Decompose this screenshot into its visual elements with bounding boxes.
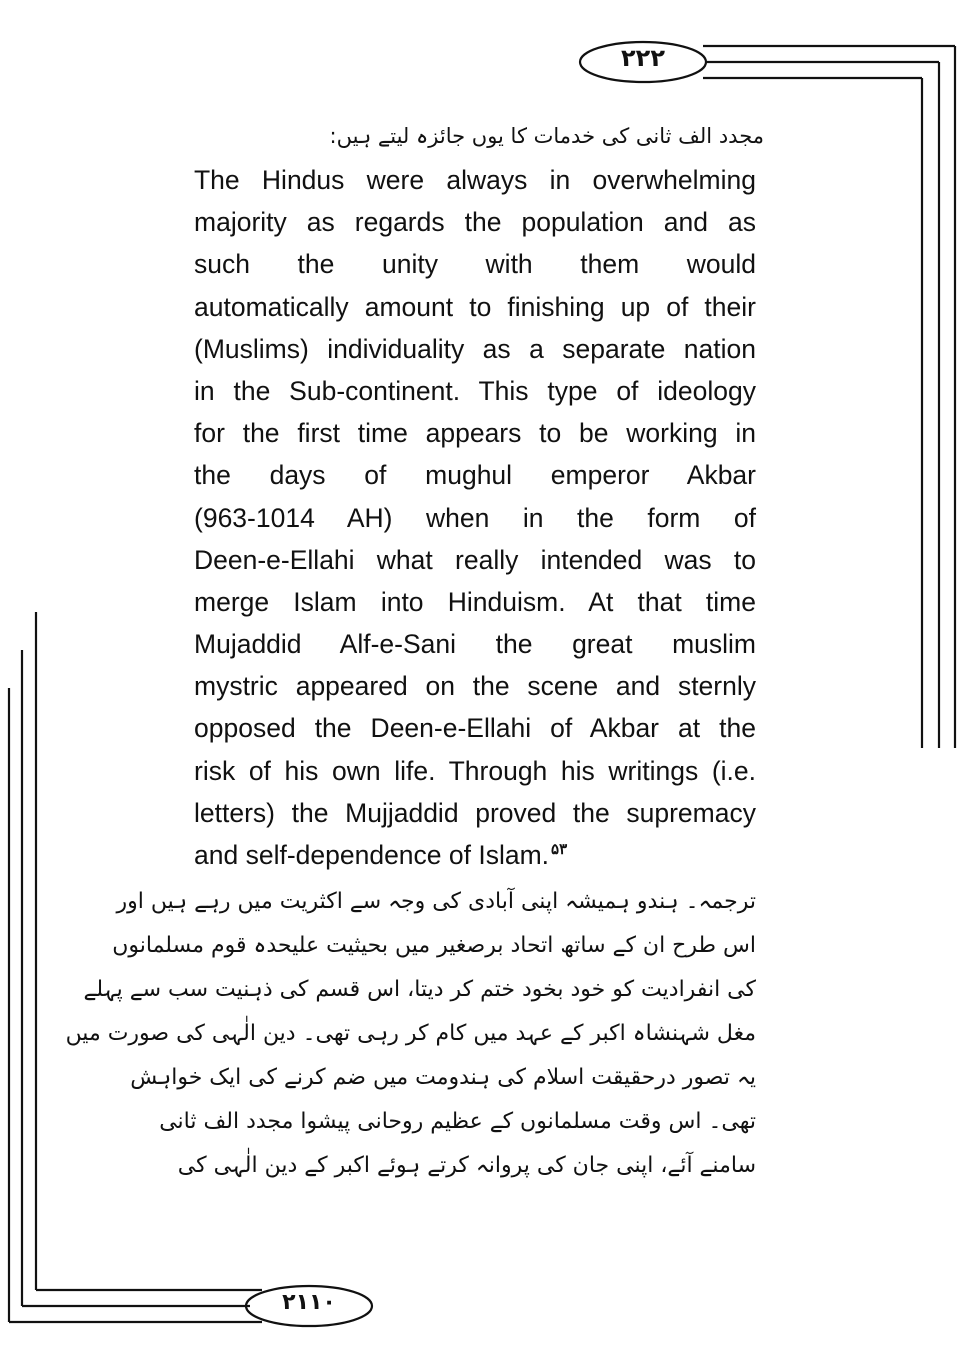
english-line: letters) the Mujjaddid proved the supremacy	[194, 797, 756, 828]
english-line: (Muslims) individuality as a separate nation	[194, 333, 756, 364]
english-line: such the unity with them would	[194, 249, 756, 280]
english-line: merge Islam into Hinduism. At that time	[194, 586, 756, 617]
urdu-translation	[65, 880, 756, 1188]
english-line: risk of his own life. Through his writings (i.e.	[194, 755, 756, 786]
footnote-reference: ۵۳	[551, 841, 568, 859]
english-line: The Hindus were always in overwhelming	[194, 165, 756, 195]
english-line: Mujaddid Alf-e-Sani the great muslim	[194, 629, 756, 660]
top-page-number: ۲۲۲	[621, 44, 665, 72]
english-line: opposed the Deen-e-Ellahi of Akbar at the	[194, 713, 756, 744]
english-line-last-text: and self-dependence of Islam.	[194, 840, 550, 870]
english-line: majority as regards the population and as	[194, 207, 756, 238]
english-line: Deen-e-Ellahi what really intended was to	[194, 544, 756, 575]
english-line: the days of mughul emperor Akbar	[194, 460, 756, 491]
english-line: mystric appeared on the scene and sternly	[194, 671, 756, 702]
urdu-translation-line: اس طرح ان کے ساتھ اتحاد برصغیر میں بحیثیت علیحدہ قوم مسلمانوں	[112, 933, 756, 958]
english-quote	[194, 159, 756, 876]
urdu-intro-line: مجدد الف ثانی کی خدمات کا یوں جائزہ لیتے ہیں:	[329, 124, 764, 148]
english-line-last	[194, 834, 756, 876]
english-line: for the first time appears to be working in	[194, 418, 756, 449]
urdu-translation-line: ترجمہ۔ ہندو ہمیشہ اپنی آبادی کی وجہ سے اکثریت میں رہے ہیں اور	[116, 889, 756, 914]
english-line: (963-1014 AH) when in the form of	[194, 502, 756, 533]
urdu-translation-line: سامنے آئے، اپنی جان کی پروانہ کرتے ہوئے اکبر کے دین الٰہی کی	[177, 1153, 756, 1178]
urdu-translation-line: مغل شہنشاہ اکبر کے عہد میں کام کر رہی تھی۔ دین الٰہی کی صورت میں	[65, 1021, 756, 1046]
urdu-translation-line: تھی۔ اس وقت مسلمانوں کے عظیم روحانی پیشوا مجدد الف ثانی	[159, 1109, 756, 1134]
english-line: automatically amount to finishing up of their	[194, 291, 756, 322]
english-line: in the Sub-continent. This type of ideology	[194, 375, 756, 406]
urdu-translation-line: کی انفرادیت کو خود بخود ختم کر دیتا، اس قسم کی ذہنیت سب سے پہلے	[83, 977, 756, 1002]
bottom-page-number: ۲۱۱۰	[282, 1290, 336, 1315]
urdu-translation-line: یہ تصور درحقیقت اسلام کی ہندومت میں ضم کرنے کی ایک خواہش	[130, 1065, 756, 1090]
